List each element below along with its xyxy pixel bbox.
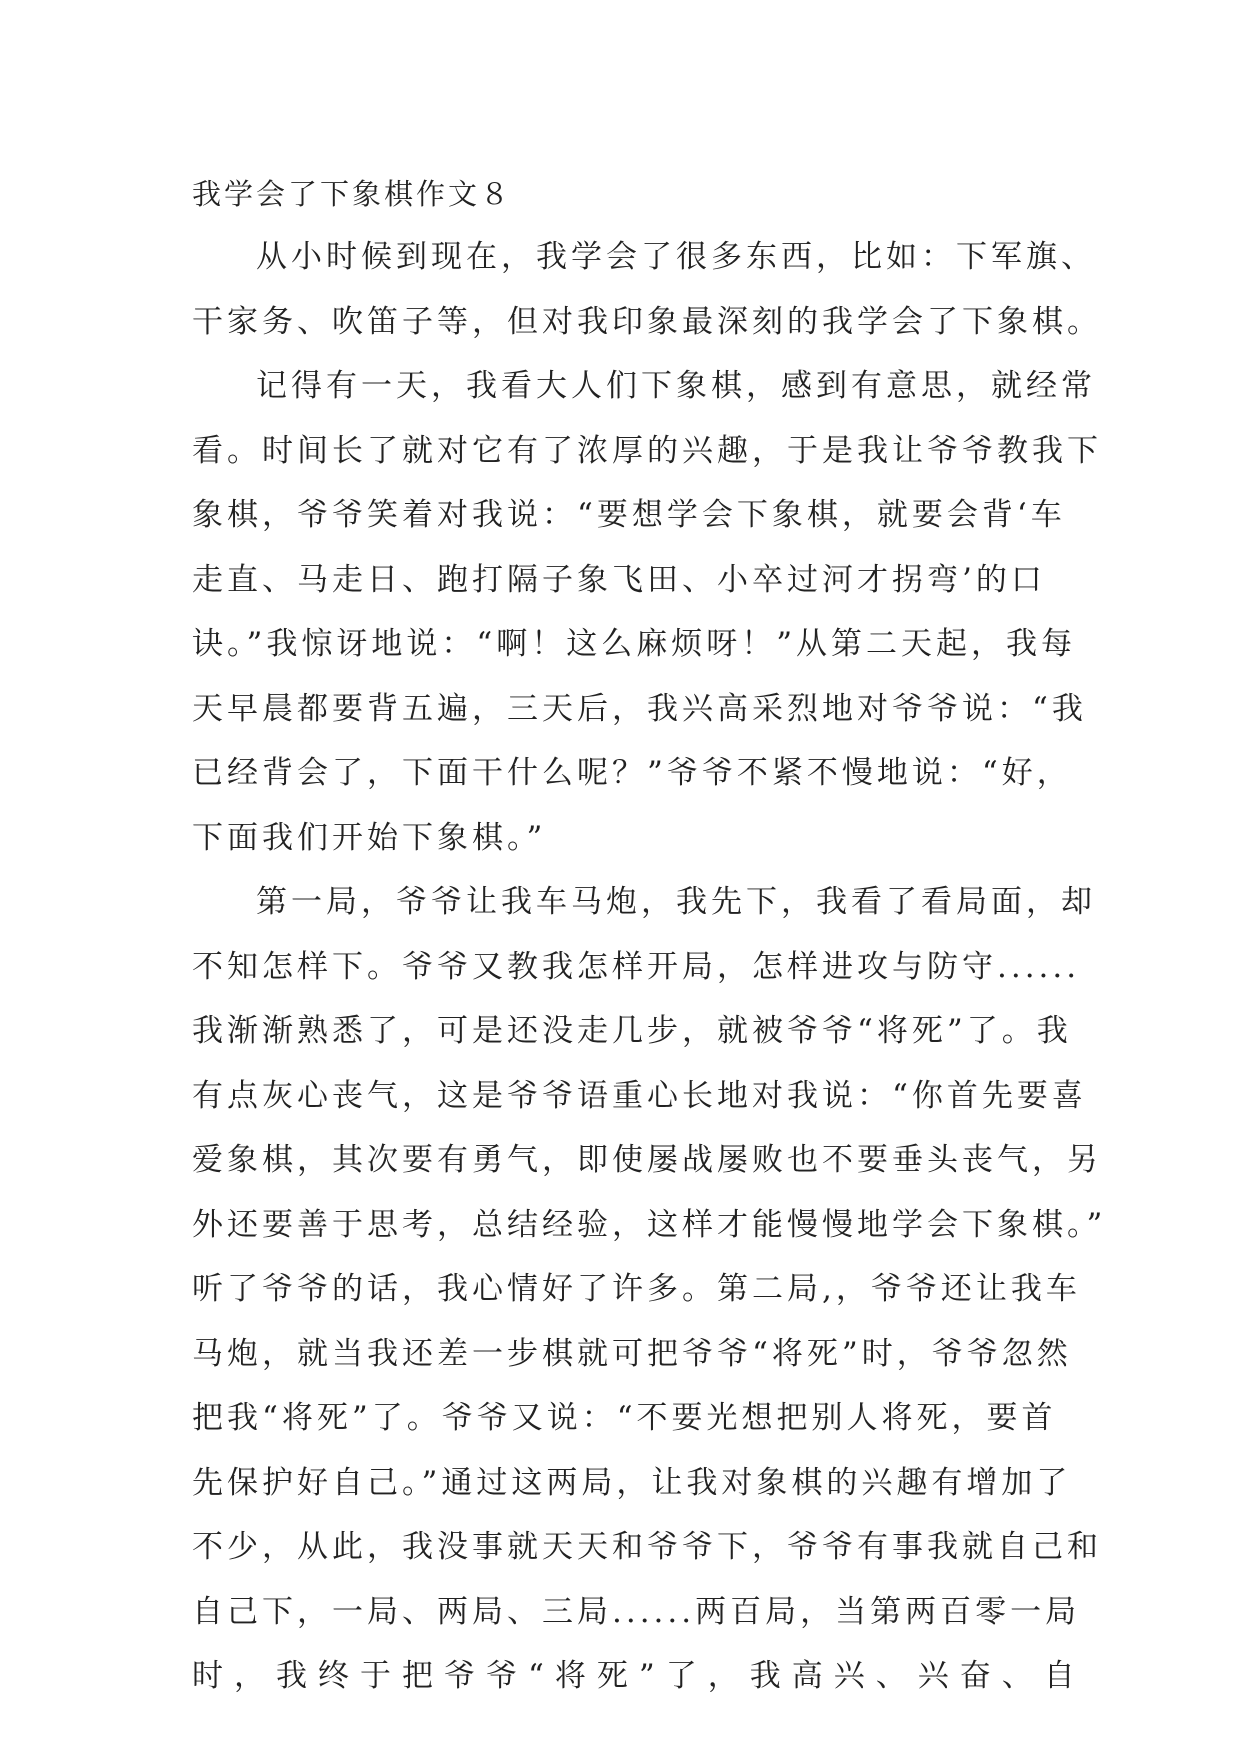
text-line: 下面我们开始下象棋。” bbox=[192, 819, 547, 856]
text-line: 从小时候到现在，我学会了很多东西，比如：下军旗、 bbox=[256, 239, 1096, 275]
text-line: 不少，从此，我没事就天天和爷爷下，爷爷有事我就自己和 bbox=[192, 1529, 1102, 1565]
text-line: 第一局，爷爷让我车马炮，我先下，我看了看局面，却 bbox=[256, 884, 1096, 920]
paragraph-1 bbox=[192, 225, 1102, 354]
text-line: 已经背会了，下面干什么呢？”爷爷不紧不慢地说：“好， bbox=[192, 755, 1072, 791]
text-line: 干家务、吹笛子等，但对我印象最深刻的我学会了下象棋。 bbox=[192, 303, 1102, 340]
paragraph-3 bbox=[192, 870, 1107, 1709]
text-line: 走直、马走日、跑打隔子象飞田、小卒过河才拐弯’的口 bbox=[192, 561, 1046, 598]
text-line: 看。时间长了就对它有了浓厚的兴趣，于是我让爷爷教我下 bbox=[192, 432, 1102, 469]
paragraph-2 bbox=[192, 354, 1102, 870]
text-line: 外还要善于思考，总结经验，这样才能慢慢地学会下象棋。” bbox=[192, 1206, 1107, 1243]
text-line: 不知怎样下。爷爷又教我怎样开局，怎样进攻与防守...... bbox=[192, 948, 1081, 985]
text-line: 把我“将死”了。爷爷又说：“不要光想把别人将死，要首 bbox=[192, 1400, 1057, 1436]
document-body bbox=[192, 163, 1107, 1709]
text-line: 象棋，爷爷笑着对我说：“要想学会下象棋，就要会背‘车 bbox=[192, 497, 1066, 533]
text-line: 爱象棋，其次要有勇气，即使屡战屡败也不要垂头丧气，另 bbox=[192, 1142, 1102, 1178]
text-line: 诀。”我惊讶地说：“啊！这么麻烦呀！”从第二天起，我每 bbox=[192, 626, 1077, 662]
text-line: 时，我终于把爷爷“将死”了，我高兴、兴奋、自 bbox=[192, 1658, 1086, 1694]
text-line: 记得有一天，我看大人们下象棋，感到有意思，就经常 bbox=[256, 368, 1096, 404]
text-line: 天早晨都要背五遍，三天后，我兴高采烈地对爷爷说：“我 bbox=[192, 690, 1087, 727]
text-line: 自己下，一局、两局、三局......两百局，当第两百零一局 bbox=[192, 1593, 1081, 1630]
text-line: 听了爷爷的话，我心情好了许多。第二局,，爷爷还让我车 bbox=[192, 1271, 1081, 1307]
text-line: 我渐渐熟悉了，可是还没走几步，就被爷爷“将死”了。我 bbox=[192, 1013, 1072, 1049]
text-line: 马炮，就当我还差一步棋就可把爷爷“将死”时，爷爷忽然 bbox=[192, 1335, 1072, 1372]
document-title: 我学会了下象棋作文８ bbox=[192, 177, 513, 211]
text-line: 有点灰心丧气，这是爷爷语重心长地对我说：“你首先要喜 bbox=[192, 1077, 1087, 1114]
text-line: 先保护好自己。”通过这两局，让我对象棋的兴趣有增加了 bbox=[192, 1464, 1072, 1501]
